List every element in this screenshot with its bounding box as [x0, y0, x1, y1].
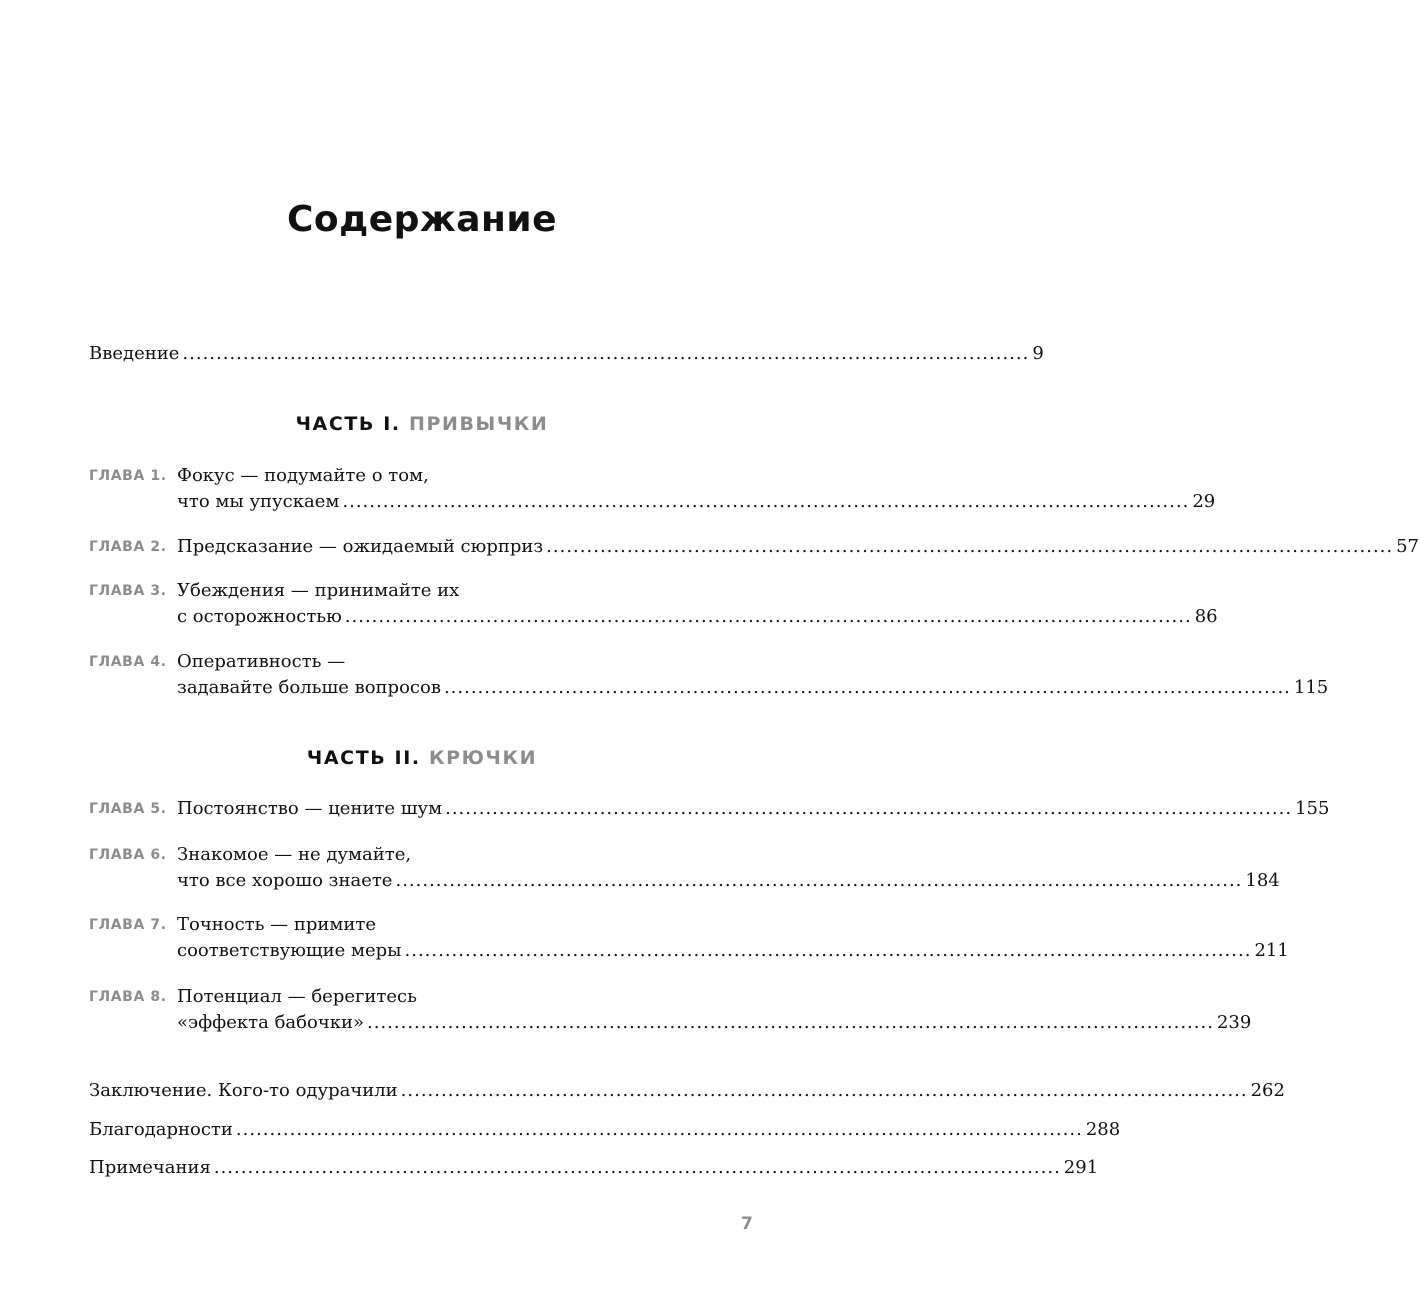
chapter-title-line-1: Фокус — подумайте о том, [177, 465, 429, 486]
chapter-title-line-2: что мы упускаем [177, 491, 340, 512]
dot-leader: .............................................................................................................................. [445, 798, 1293, 819]
chapter-label: ГЛАВА 4. [89, 654, 167, 670]
part-name: ПРИВЫЧКИ [408, 413, 549, 435]
toc-chapter-7[interactable] [89, 912, 1289, 964]
chapter-label: ГЛАВА 3. [89, 583, 167, 599]
toc-chapter-1[interactable] [89, 463, 1216, 515]
part-heading-1 [0, 410, 844, 438]
chapter-title-line-2: что все хорошо знаете [177, 870, 393, 891]
chapter-title-line-2: «эффекта бабочки» [177, 1012, 364, 1033]
chapter-page: 115 [1293, 677, 1329, 698]
dot-leader: .............................................................................................................................. [395, 870, 1243, 891]
toc-chapter-6[interactable] [89, 842, 1280, 894]
chapter-page: 86 [1194, 606, 1218, 627]
chapter-label: ГЛАВА 8. [89, 989, 167, 1005]
toc-chapter-8[interactable] [89, 984, 1252, 1036]
toc-entry-acknowledgements[interactable] [89, 1117, 1121, 1143]
toc-entry-conclusion[interactable] [89, 1078, 1285, 1104]
dot-leader: .............................................................................................................................. [182, 343, 1030, 364]
chapter-title-line-1: Убеждения — принимайте их [177, 580, 460, 601]
dot-leader: .............................................................................................................................. [344, 606, 1192, 627]
chapter-label: ГЛАВА 7. [89, 917, 167, 933]
toc-chapter-4[interactable] [89, 649, 1329, 701]
toc-entry-label: Примечания [89, 1157, 211, 1178]
part-name: КРЮЧКИ [428, 747, 538, 769]
chapter-title-line-1: Точность — примите [177, 914, 376, 935]
chapter-page: 155 [1295, 798, 1330, 819]
toc-chapter-3[interactable] [89, 578, 1218, 630]
chapter-label: ГЛАВА 2. [89, 539, 167, 555]
part-number: ЧАСТЬ I. [295, 413, 401, 435]
toc-entry-page: 288 [1085, 1119, 1121, 1140]
dot-leader: .............................................................................................................................. [404, 940, 1252, 961]
dot-leader: .............................................................................................................................. [443, 677, 1291, 698]
chapter-label: ГЛАВА 5. [89, 801, 167, 817]
page-number: 7 [741, 1214, 753, 1234]
dot-leader: .............................................................................................................................. [400, 1080, 1248, 1101]
toc-entry-page: 9 [1032, 343, 1044, 364]
chapter-page: 29 [1192, 491, 1216, 512]
chapter-page: 239 [1216, 1012, 1252, 1033]
toc-entry-introduction[interactable] [89, 341, 1044, 367]
toc-chapter-2[interactable] [89, 534, 1419, 560]
chapter-title-line-2: с осторожностью [177, 606, 342, 627]
chapter-title-line-2: задавайте больше вопросов [177, 677, 441, 698]
chapter-label: ГЛАВА 6. [89, 847, 167, 863]
toc-entry-label: Заключение. Кого-то одурачили [89, 1080, 398, 1101]
dot-leader: .............................................................................................................................. [235, 1119, 1083, 1140]
page-title: Содержание [286, 199, 558, 240]
toc-entry-page: 291 [1063, 1157, 1099, 1178]
toc-entry-page: 262 [1250, 1080, 1285, 1101]
chapter-title-line-1: Оперативность — [177, 651, 346, 672]
chapter-title-line-2: соответствующие меры [177, 940, 402, 961]
dot-leader: .............................................................................................................................. [342, 491, 1190, 512]
toc-chapter-5[interactable] [89, 796, 1330, 822]
chapter-page: 211 [1254, 940, 1289, 961]
chapter-title-line-1: Постоянство — цените шум [177, 798, 443, 819]
chapter-page: 184 [1245, 870, 1280, 891]
toc-entry-notes[interactable] [89, 1155, 1099, 1181]
toc-entry-label: Благодарности [89, 1119, 233, 1140]
dot-leader: .............................................................................................................................. [367, 1012, 1214, 1033]
chapter-title-line-1: Потенциал — берегитесь [177, 986, 417, 1007]
chapter-title-line-1: Предсказание — ожидаемый сюрприз [177, 536, 544, 557]
chapter-label: ГЛАВА 1. [89, 468, 167, 484]
chapter-title-line-1: Знакомое — не думайте, [177, 844, 412, 865]
toc-entry-label: Введение [89, 343, 180, 364]
part-number: ЧАСТЬ II. [306, 747, 421, 769]
dot-leader: .............................................................................................................................. [546, 536, 1394, 557]
dot-leader: .............................................................................................................................. [213, 1157, 1061, 1178]
chapter-page: 57 [1396, 536, 1419, 557]
part-heading-2 [0, 744, 844, 772]
